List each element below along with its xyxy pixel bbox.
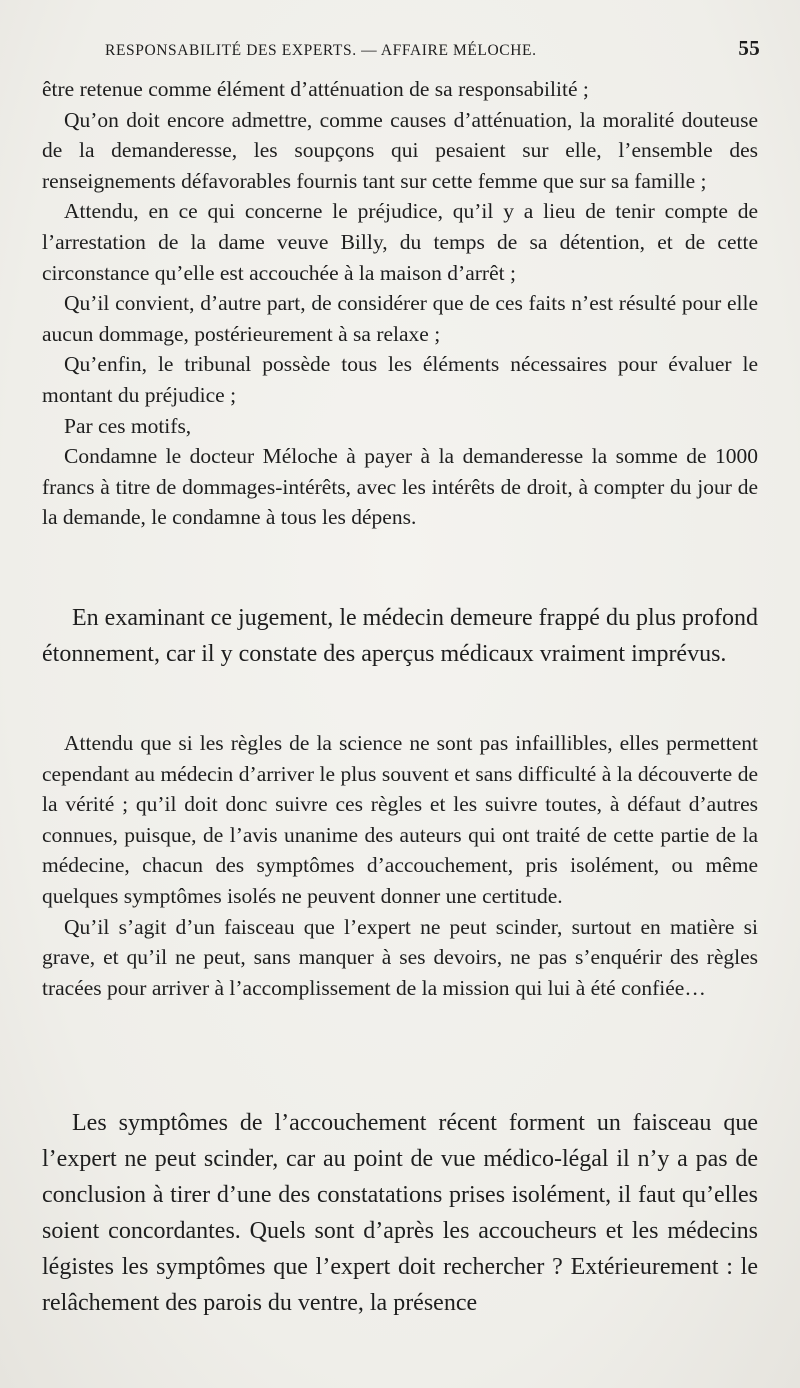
paragraph: Condamne le docteur Méloche à payer à la demanderesse la somme de 1000 francs à titre de dommages-intérêts, avec les intérêts de droit, à compter du jour de la demande, le condamne à tous les dépens. [42,444,758,530]
commentary-2 [42,1105,758,1321]
paragraph: Qu’on doit encore admettre, comme causes d’atténuation, la moralité douteuse de la demanderesse, les soupçons qui pesaient sur elle, l’ensemble des renseignements défavorables fournis tant sur cette femme que sur sa famille ; [42,107,758,193]
paragraph: être retenue comme élément d’atténuation de sa responsabilité ; [42,77,589,101]
paragraph: Attendu, en ce qui concerne le préjudice, qu’il y a lieu de tenir compte de l’arrestation de la dame veuve Billy, du temps de sa détention, et de cette circonstance qu’elle est accouchée à la maison d’arrêt ; [42,199,758,285]
paragraph: Qu’il s’agit d’un faisceau que l’expert ne peut scinder, surtout en matière si grave, et qu’il ne peut, sans manquer à ses devoirs, ne pas s’enquérir des règles tracées pour arriver à l’accomplissement de la mission qui lui à été confiée… [42,914,758,1000]
paragraph: En examinant ce jugement, le médecin demeure frappé du plus profond étonnement, car il y constate des aperçus médicaux vraiment imprévus. [42,605,758,667]
paragraph: Qu’il convient, d’autre part, de considérer que de ces faits n’est résulté pour elle aucun dommage, postérieurement à sa relaxe ; [42,291,758,346]
paragraph: Par ces motifs, [64,413,192,438]
judgment-excerpt-1 [42,74,758,533]
commentary-1 [42,600,758,672]
paragraph: Les symptômes de l’accouchement récent forment un faisceau que l’expert ne peut scinder, car au point de vue médico-légal il n’y a pas de conclusion à tirer d’une des constatations prises isolément, il faut qu’elles soient concordantes. Quels sont d’après les accoucheurs et les médecins légistes les symptômes que l’expert doit rechercher ? Extérieurement : le relâchement des parois du ventre, la présence [42,1110,758,1316]
running-head: RESPONSABILITÉ DES EXPERTS. — AFFAIRE MÉLOCHE. [105,42,537,59]
page-number: 55 [738,36,760,60]
page-header [105,36,760,66]
paragraph: Qu’enfin, le tribunal possède tous les éléments nécessaires pour évaluer le montant du préjudice ; [42,352,758,407]
judgment-excerpt-2 [42,728,758,1003]
paragraph: Attendu que si les règles de la science ne sont pas infaillibles, elles permettent cependant au médecin d’arriver le plus souvent et sans difficulté à la découverte de la vérité ; qu’il doit donc suivre ces règles et les suivre toutes, à défaut d’autres connues, puisque, de l’avis unanime des auteurs qui ont traité de cette partie de la médecine, chacun des symptômes d’accouchement, pris isolément, ou même quelques symptômes isolés ne peuvent donner une certitude. [42,731,758,908]
